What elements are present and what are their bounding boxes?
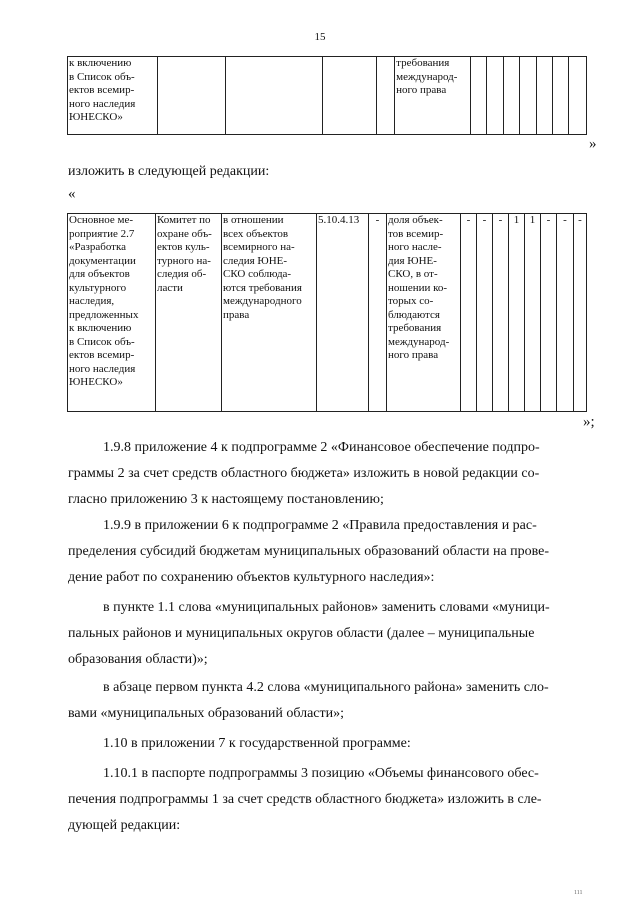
table-row bbox=[68, 214, 587, 412]
cell-value: 1 bbox=[509, 214, 525, 412]
cell-indicator: доля объек- тов всемир- ного насле- дия ЮНЕ- СКО, в от- ношении ко- торых со- блюдаются требования международ- ного права bbox=[387, 214, 461, 412]
intro-text: изложить в следующей редакции: bbox=[68, 164, 270, 179]
cell-value: - bbox=[461, 214, 477, 412]
cell-value: - bbox=[541, 214, 557, 412]
cell-executor: Комитет по охране объ- ектов куль- турного на- следия об- ласти bbox=[156, 214, 222, 412]
paragraph-1-10-1-line2: печения подпрограммы 1 за счет средств областного бюджета» изложить в сле- bbox=[68, 792, 542, 807]
page-number: 15 bbox=[314, 31, 326, 43]
table-new-wording bbox=[67, 213, 587, 412]
cell-value: - bbox=[493, 214, 509, 412]
cell-measure: к включению в Список объ- ектов всемир- ного наследия ЮНЕСКО» bbox=[68, 57, 158, 135]
cell-value: 1 bbox=[525, 214, 541, 412]
paragraph-1-9-9-line3: дение работ по сохранению объектов культурного наследия»: bbox=[68, 570, 435, 585]
paragraph-1-9-9-line2: пределения субсидий бюджетам муниципальных образований области на прове- bbox=[68, 544, 550, 559]
cell-measure: Основное ме- роприятие 2.7 «Разработка документации для объектов культурного наследия, предложенных к включению в Список объ- ектов всемир- ного наследия ЮНЕСКО» bbox=[68, 214, 156, 412]
cell-value: - bbox=[557, 214, 574, 412]
paragraph-1-10-1: 1.10.1 в паспорте подпрограммы 3 позицию «Объемы финансового обес- bbox=[103, 766, 539, 781]
cell-code: 5.10.4.13 bbox=[317, 214, 369, 412]
closing-quote: » bbox=[589, 136, 597, 152]
cell-value: - bbox=[477, 214, 493, 412]
paragraph-1-9-8-line3: гласно приложению 3 к настоящему постановлению; bbox=[68, 492, 384, 507]
paragraph-1-9-8-line2: граммы 2 за счет средств областного бюджета» изложить в новой редакции со- bbox=[68, 466, 540, 481]
footer-mark: 111 bbox=[574, 890, 583, 896]
paragraph-1-9-8: 1.9.8 приложение 4 к подпрограмме 2 «Финансовое обеспечение подпро- bbox=[103, 440, 540, 455]
paragraph-1-10-1-line3: дующей редакции: bbox=[68, 818, 181, 833]
cell-result: в отношении всех объектов всемирного на- следия ЮНЕ- СКО соблюда- ются требования международного права bbox=[222, 214, 317, 412]
closing-quote-semicolon: »; bbox=[583, 414, 595, 430]
paragraph-point-1-1-line2: пальных районов и муниципальных округов области (далее – муниципальные bbox=[68, 626, 535, 641]
table-row bbox=[68, 57, 587, 135]
cell-indicator: требования международ- ного права bbox=[395, 57, 471, 135]
paragraph-point-4-2-line2: вами «муниципальных образований области»; bbox=[68, 706, 345, 721]
paragraph-1-10: 1.10 в приложении 7 к государственной программе: bbox=[103, 736, 411, 751]
paragraph-point-1-1: в пункте 1.1 слова «муниципальных районов» заменить словами «муници- bbox=[103, 600, 550, 615]
cell-dash: - bbox=[369, 214, 387, 412]
paragraph-point-1-1-line3: образования области)»; bbox=[68, 652, 208, 667]
paragraph-point-4-2: в абзаце первом пункта 4.2 слова «муниципального района» заменить сло- bbox=[103, 680, 549, 695]
opening-quote: « bbox=[68, 186, 76, 202]
table-fragment-top bbox=[67, 56, 587, 135]
cell-value: - bbox=[574, 214, 587, 412]
paragraph-1-9-9: 1.9.9 в приложении 6 к подпрограмме 2 «Правила предоставления и рас- bbox=[103, 518, 537, 533]
